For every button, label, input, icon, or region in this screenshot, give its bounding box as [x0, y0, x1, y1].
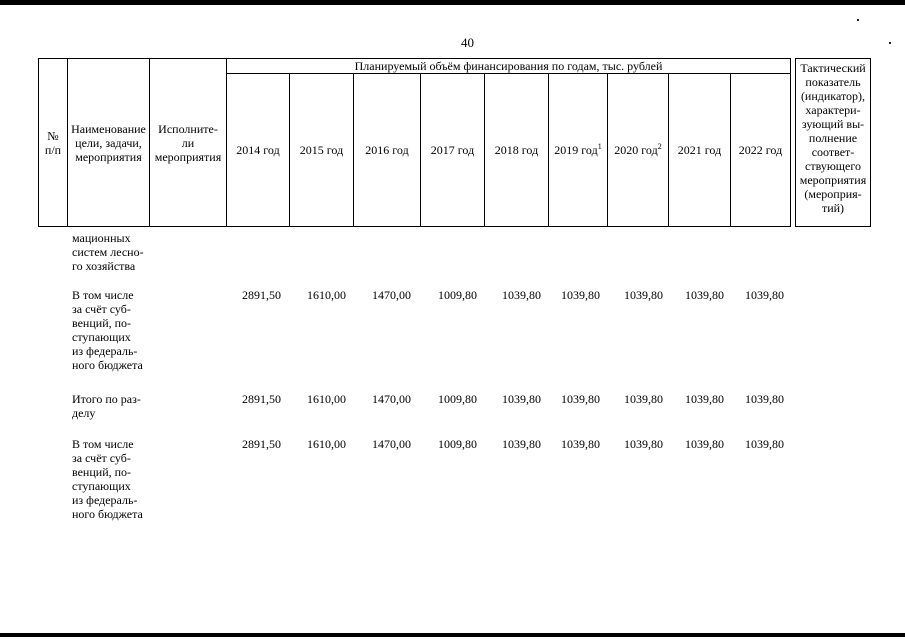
footnote-marker: 1 — [597, 142, 602, 151]
row-value: 1039,80 — [561, 288, 600, 302]
header-year-cell — [731, 74, 791, 227]
header-name-label: Наименование цели, задачи, мероприятия — [71, 121, 146, 164]
row-value: 1039,80 — [745, 392, 784, 406]
row-value: 1009,80 — [438, 392, 477, 406]
row-label: В том числе за счёт суб- венций, по- ступающих из федераль- ного бюджета — [72, 288, 143, 372]
header-funding-label: Планируемый объём финансирования по годам, тыс. рублей — [354, 59, 663, 73]
row-value: 1039,80 — [745, 437, 784, 451]
row-value: 1610,00 — [307, 437, 346, 451]
scan-border-top — [0, 0, 905, 5]
row-value: 1009,80 — [438, 288, 477, 302]
row-label: мационных систем лесно- го хозяйства — [72, 231, 144, 273]
header-name-cell — [68, 59, 150, 227]
row-value: 2891,50 — [242, 437, 281, 451]
page-number: 40 — [461, 35, 474, 50]
header-year-cell — [549, 74, 608, 227]
row-value: 1039,80 — [502, 288, 541, 302]
header-year-cell — [290, 74, 354, 227]
scan-speck — [889, 42, 891, 44]
row-label: В том числе за счёт суб- венций, по- ступающих из федераль- ного бюджета — [72, 437, 143, 521]
row-value: 1039,80 — [502, 392, 541, 406]
header-executor-label: Исполните- ли мероприятия — [154, 121, 222, 164]
row-value: 1039,80 — [685, 288, 724, 302]
row-value: 1039,80 — [685, 392, 724, 406]
header-funding-cell — [227, 59, 791, 74]
row-value: 2891,50 — [242, 392, 281, 406]
header-indicator-cell — [796, 59, 871, 227]
header-year-cell — [669, 74, 731, 227]
scan-speck — [857, 19, 859, 21]
header-num-label: № п/п — [44, 128, 62, 157]
header-year-label: 2021 год — [677, 143, 722, 157]
row-value: 1039,80 — [561, 392, 600, 406]
header-year-label: 2018 год — [494, 143, 539, 157]
footnote-marker: 2 — [657, 142, 662, 151]
header-table — [38, 58, 871, 227]
row-value: 2891,50 — [242, 288, 281, 302]
row-value: 1470,00 — [372, 392, 411, 406]
header-year-label: 2016 год — [365, 143, 409, 157]
row-value: 1470,00 — [372, 437, 411, 451]
row-value: 1009,80 — [438, 437, 477, 451]
row-value: 1039,80 — [624, 437, 663, 451]
header-year-cell — [608, 74, 669, 227]
header-indicator-label: Тактический показатель (индикатор), характери- зующий вы- полнение соответ- ствующего мероприятия (мероприя- тий) — [799, 61, 867, 215]
header-year-cell — [485, 74, 549, 227]
row-value: 1039,80 — [745, 288, 784, 302]
header-year-cell — [421, 74, 485, 227]
row-value: 1039,80 — [502, 437, 541, 451]
row-value: 1470,00 — [372, 288, 411, 302]
scan-border-bottom — [0, 633, 905, 637]
row-value: 1039,80 — [685, 437, 724, 451]
row-value: 1039,80 — [624, 392, 663, 406]
row-value: 1039,80 — [624, 288, 663, 302]
header-year-cell — [227, 74, 290, 227]
header-year-label: 2015 год — [299, 143, 344, 157]
header-year-label: 2020 год — [614, 143, 658, 157]
header-num-cell — [39, 59, 68, 227]
row-label: Итого по раз- делу — [72, 392, 141, 420]
row-value: 1610,00 — [307, 392, 346, 406]
header-year-label: 2019 год — [554, 143, 598, 157]
row-value: 1039,80 — [561, 437, 600, 451]
row-value: 1610,00 — [307, 288, 346, 302]
header-year-label: 2017 год — [430, 143, 475, 157]
header-year-cell — [354, 74, 421, 227]
header-year-label: 2014 год — [236, 143, 280, 157]
header-year-label: 2022 год — [738, 143, 783, 157]
header-executor-cell — [150, 59, 227, 227]
